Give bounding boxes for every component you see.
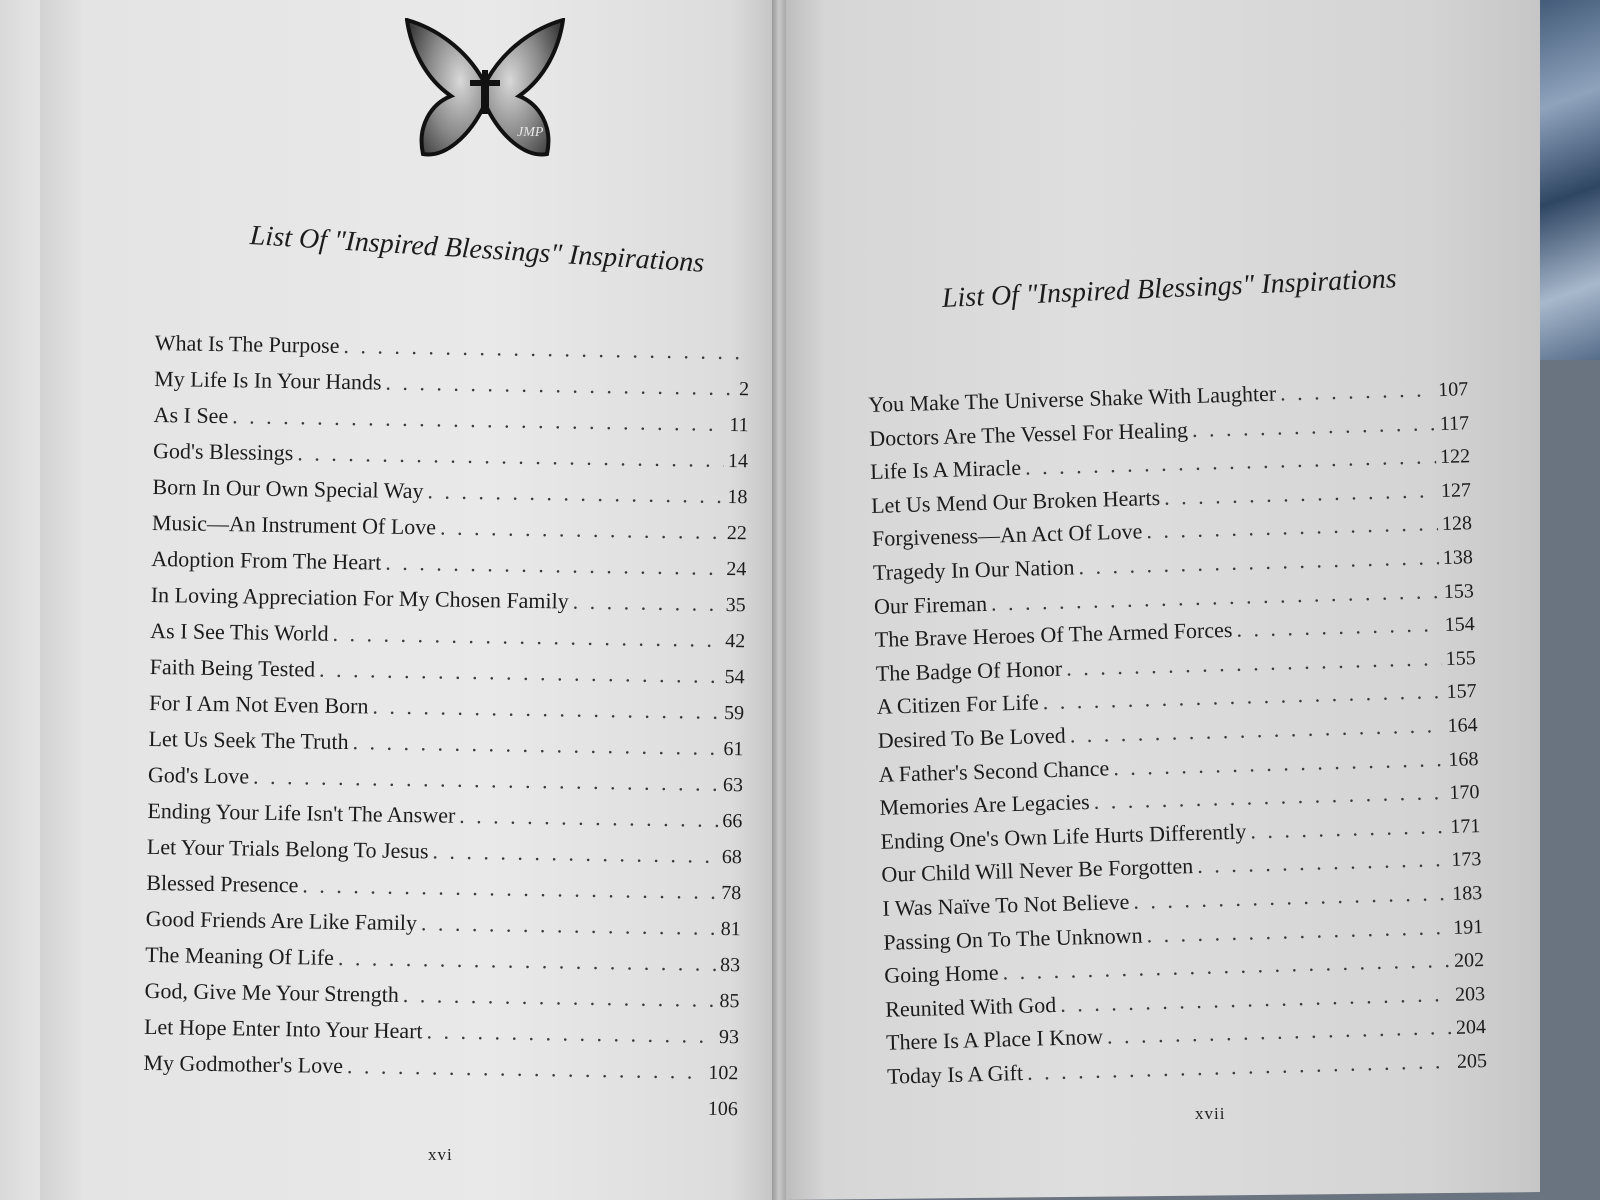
toc-list-right <box>868 375 1487 1097</box>
leader-dots <box>347 1053 705 1085</box>
page-title-right: List Of "Inspired Blessings" Inspirations <box>941 263 1398 314</box>
toc-entry-page: 122 <box>1439 445 1471 469</box>
toc-entry-page: 128 <box>1441 512 1473 536</box>
toc-entry-title: Ending Your Life Isn't The Answer <box>147 797 456 828</box>
leader-dots <box>421 910 717 941</box>
toc-entry-page: 138 <box>1442 546 1474 569</box>
leader-dots <box>385 370 735 401</box>
toc-entry-title: Let Us Seek The Truth <box>148 725 349 755</box>
toc-entry-page: 173 <box>1450 848 1482 872</box>
toc-list-left <box>143 330 750 1131</box>
emblem-initials: JMP <box>517 125 544 140</box>
toc-entry-title: My Godmother's Love <box>143 1049 344 1079</box>
toc-entry-title: Adoption From The Heart <box>151 545 382 575</box>
toc-entry-title: Blessed Presence <box>146 869 299 898</box>
leader-dots <box>372 693 720 724</box>
toc-entry-page: 83 <box>719 953 741 977</box>
toc-entry-page: 63 <box>722 773 744 797</box>
toc-entry-page: 22 <box>726 522 748 545</box>
toc-entry-title: My Life Is In Your Hands <box>154 365 382 395</box>
toc-entry-page: 81 <box>720 917 741 941</box>
toc-entry-page: 35 <box>725 594 746 617</box>
leader-dots <box>432 838 718 868</box>
butterfly-cross-emblem <box>405 18 565 163</box>
toc-entry-title: What Is The Purpose <box>154 330 340 358</box>
toc-entry-page: 202 <box>1453 949 1485 972</box>
toc-entry-page: 204 <box>1455 1016 1487 1040</box>
toc-entry-page: 106 <box>707 1097 739 1121</box>
toc-entry-page: 42 <box>725 629 746 653</box>
page-title-left: List Of "Inspired Blessings" Inspirations <box>249 220 706 279</box>
toc-entry-title: Passing On To The Unknown <box>883 922 1143 955</box>
leader-dots <box>573 589 722 617</box>
toc-entry-title: Tragedy In Our Nation <box>872 554 1075 585</box>
toc-entry-page: 61 <box>723 737 744 761</box>
toc-entry-title: In Loving Appreciation For My Chosen Family <box>150 581 569 614</box>
toc-entry-title: The Badge Of Honor <box>875 655 1063 686</box>
toc-entry-title: God's Blessings <box>152 437 294 466</box>
toc-entry-title: A Citizen For Life <box>876 689 1039 720</box>
toc-entry-title: Our Fireman <box>873 590 988 619</box>
toc-entry-title: A Father's Second Chance <box>878 754 1110 787</box>
leader-dots <box>1197 846 1448 879</box>
toc-entry-page: 171 <box>1450 814 1481 838</box>
toc-entry-title: Going Home <box>883 959 999 988</box>
leader-dots <box>1236 611 1441 643</box>
leader-dots <box>1250 813 1447 844</box>
toc-entry-page: 93 <box>718 1025 740 1049</box>
leader-dots <box>297 440 724 473</box>
leader-dots <box>1280 376 1435 406</box>
toc-entry-title: Faith Being Tested <box>149 653 316 682</box>
toc-entry-page: 205 <box>1456 1049 1488 1073</box>
leader-dots <box>319 657 721 689</box>
toc-entry-title: Music—An Instrument Of Love <box>151 509 437 540</box>
toc-entry-title: Memories Are Legacies <box>879 789 1091 820</box>
toc-entry-title: Our Child Will Never Be Forgotten <box>881 853 1194 888</box>
leader-dots <box>343 333 746 365</box>
toc-entry-title: The Meaning Of Life <box>144 941 335 970</box>
toc-entry-page: 155 <box>1445 646 1476 670</box>
toc-entry-title: Desired To Be Loved <box>877 722 1067 753</box>
leader-dots <box>440 515 723 545</box>
toc-entry-page: 85 <box>719 989 740 1013</box>
toc-entry-page: 117 <box>1439 411 1470 435</box>
toc-entry-title: Ending One's Own Life Hurts Differently <box>880 818 1247 854</box>
toc-entry-title: There Is A Place I Know <box>885 1023 1104 1056</box>
leader-dots <box>385 550 722 581</box>
leader-dots <box>332 621 721 653</box>
leader-dots <box>427 478 723 509</box>
toc-entry-title: Today Is A Gift <box>886 1059 1024 1089</box>
toc-entry-page: 2 <box>738 378 750 401</box>
toc-entry-page: 24 <box>726 558 747 581</box>
toc-entry-title: Doctors Are The Vessel For Healing <box>868 416 1189 451</box>
leader-dots <box>338 945 717 977</box>
toc-entry-page: 127 <box>1440 478 1472 502</box>
toc-entry-page: 107 <box>1437 378 1469 402</box>
leader-dots <box>352 729 719 761</box>
book-gutter <box>772 0 786 1200</box>
toc-entry-page: 170 <box>1449 781 1480 805</box>
toc-entry-page: 59 <box>723 701 745 725</box>
toc-entry-title: Let Us Mend Our Broken Hearts <box>870 484 1161 518</box>
toc-entry-page: 11 <box>729 414 749 437</box>
toc-entry-page: 153 <box>1443 579 1475 603</box>
toc-entry-title: Good Friends Are Like Family <box>145 905 418 936</box>
leader-dots <box>1192 410 1437 443</box>
toc-entry-title: The Brave Heroes Of The Armed Forces <box>874 617 1233 653</box>
toc-entry-page: 54 <box>724 665 745 689</box>
toc-entry-title: As I See This World <box>150 617 329 646</box>
toc-entry-page: 102 <box>708 1061 739 1085</box>
toc-entry-title: Life Is A Miracle <box>869 454 1022 485</box>
toc-entry-page: 18 <box>727 486 748 509</box>
leader-dots <box>459 803 719 833</box>
toc-entry-page: 164 <box>1447 714 1478 737</box>
toc-entry-title: Forgiveness—An Act Of Love <box>871 518 1143 552</box>
toc-entry-page: 191 <box>1452 915 1484 939</box>
toc-entry-title: Let Your Trials Belong To Jesus <box>146 833 429 864</box>
leader-dots <box>426 1018 715 1049</box>
page-number-right: xvii <box>1195 1104 1226 1123</box>
toc-entry-page: 168 <box>1448 747 1479 771</box>
toc-entry-title: For I Am Not Even Born <box>148 689 369 719</box>
toc-entry-title: I Was Naïve To Not Believe <box>882 888 1130 921</box>
toc-entry-page: 14 <box>727 450 749 473</box>
toc-entry-page: 66 <box>722 809 743 833</box>
toc-entry-page: 154 <box>1444 613 1476 637</box>
leader-dots <box>403 982 716 1013</box>
toc-entry-title: Born In Our Own Special Way <box>152 473 424 504</box>
leader-dots <box>302 872 717 905</box>
toc-entry-page: 157 <box>1446 680 1477 704</box>
toc-entry-title: Reunited With God <box>884 991 1057 1022</box>
toc-entry-title: As I See <box>153 401 229 429</box>
toc-entry-title: God, Give Me Your Strength <box>144 977 400 1007</box>
page-number-left: xvi <box>428 1145 453 1164</box>
toc-entry-page: 68 <box>721 845 742 869</box>
toc-entry-title: God's Love <box>147 761 250 789</box>
toc-entry-page: 183 <box>1451 881 1483 905</box>
toc-entry-title: Let Hope Enter Into Your Heart <box>143 1013 423 1044</box>
toc-entry-page: 203 <box>1454 982 1486 1006</box>
toc-entry-title: You Make The Universe Shake With Laughter <box>868 380 1277 417</box>
toc-entry-page: 78 <box>721 881 742 905</box>
